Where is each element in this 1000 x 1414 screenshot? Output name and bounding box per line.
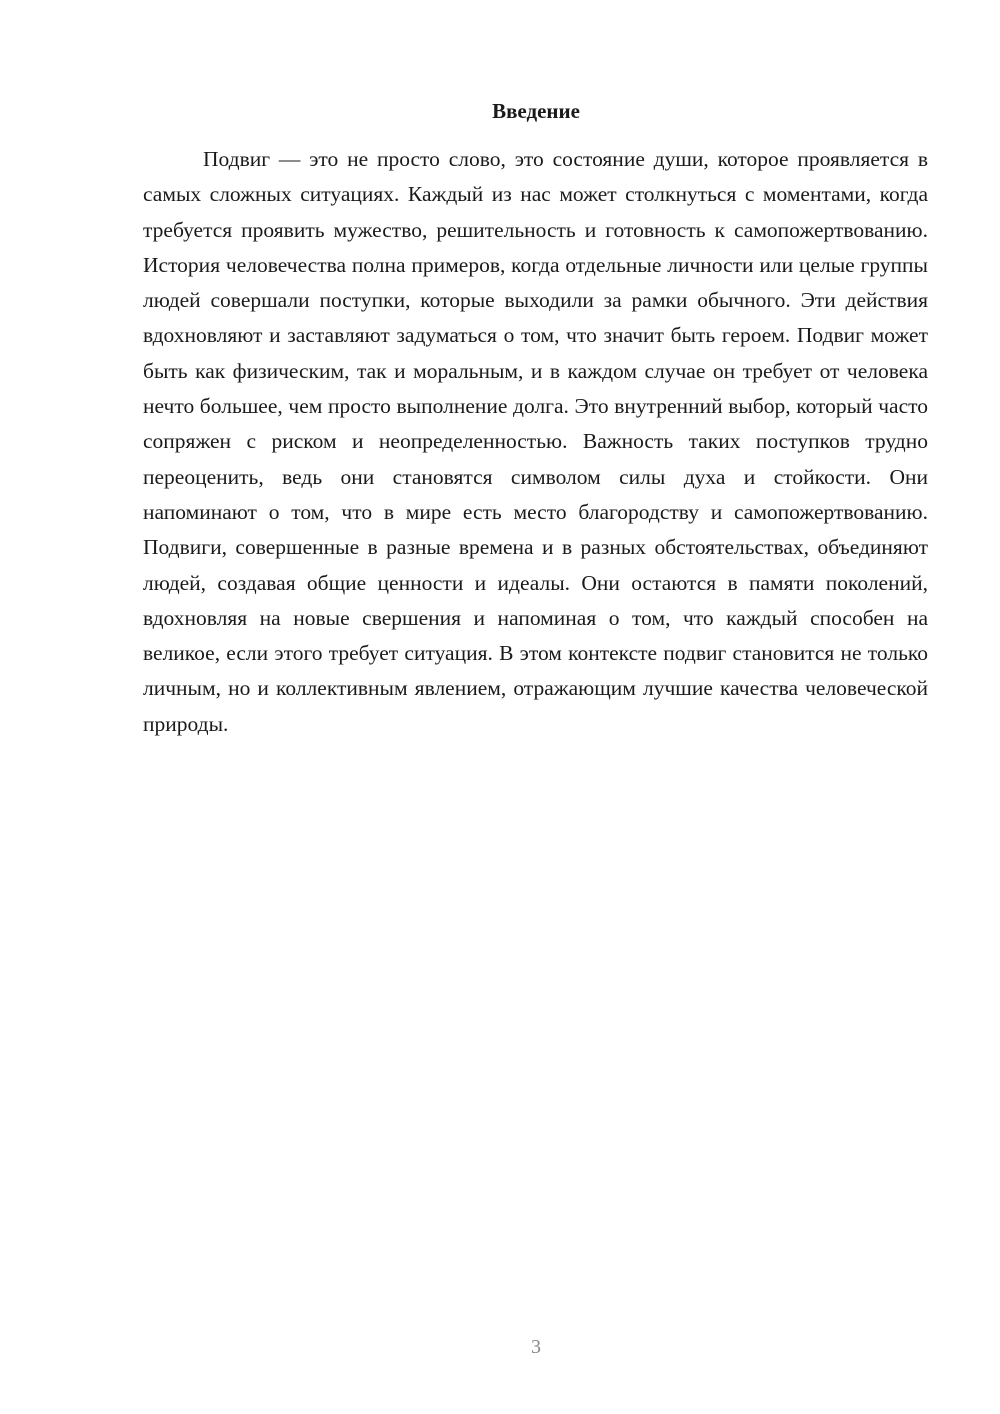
body-paragraph: Подвиг — это не просто слово, это состояние души, которое проявляется в самых сложных ситуациях. Каждый из нас может столкнуться с моментами, когда требуется проявить мужество, решительность и готовность к самопожертвованию. История человечества полна примеров, когда отдельные личности или целые группы людей совершали поступки, которые выходили за рамки обычного. Эти действия вдохновляют и заставляют задуматься о том, что значит быть героем. Подвиг может быть как физическим, так и моральным, и в каждом случае он требует от человека нечто большее, чем просто выполнение долга. Это внутренний выбор, который часто сопряжен с риском и неопределенностью. Важность таких поступков трудно переоценить, ведь они становятся символом силы духа и стойкости. Они напоминают о том, что в мире есть место благородству и самопожертвованию. Подвиги, совершенные в разные времена и в разных обстоятельствах, объединяют людей, создавая общие ценности и идеалы. Они остаются в памяти поколений, вдохновляя на новые свершения и напоминая о том, что каждый способен на великое, если этого требует ситуация. В этом контексте подвиг становится не только личным, но и коллективным явлением, отражающим лучшие качества человеческой природы. bbox=[143, 147, 928, 736]
page-number: 3 bbox=[531, 1336, 541, 1358]
section-heading: Введение bbox=[492, 99, 580, 123]
